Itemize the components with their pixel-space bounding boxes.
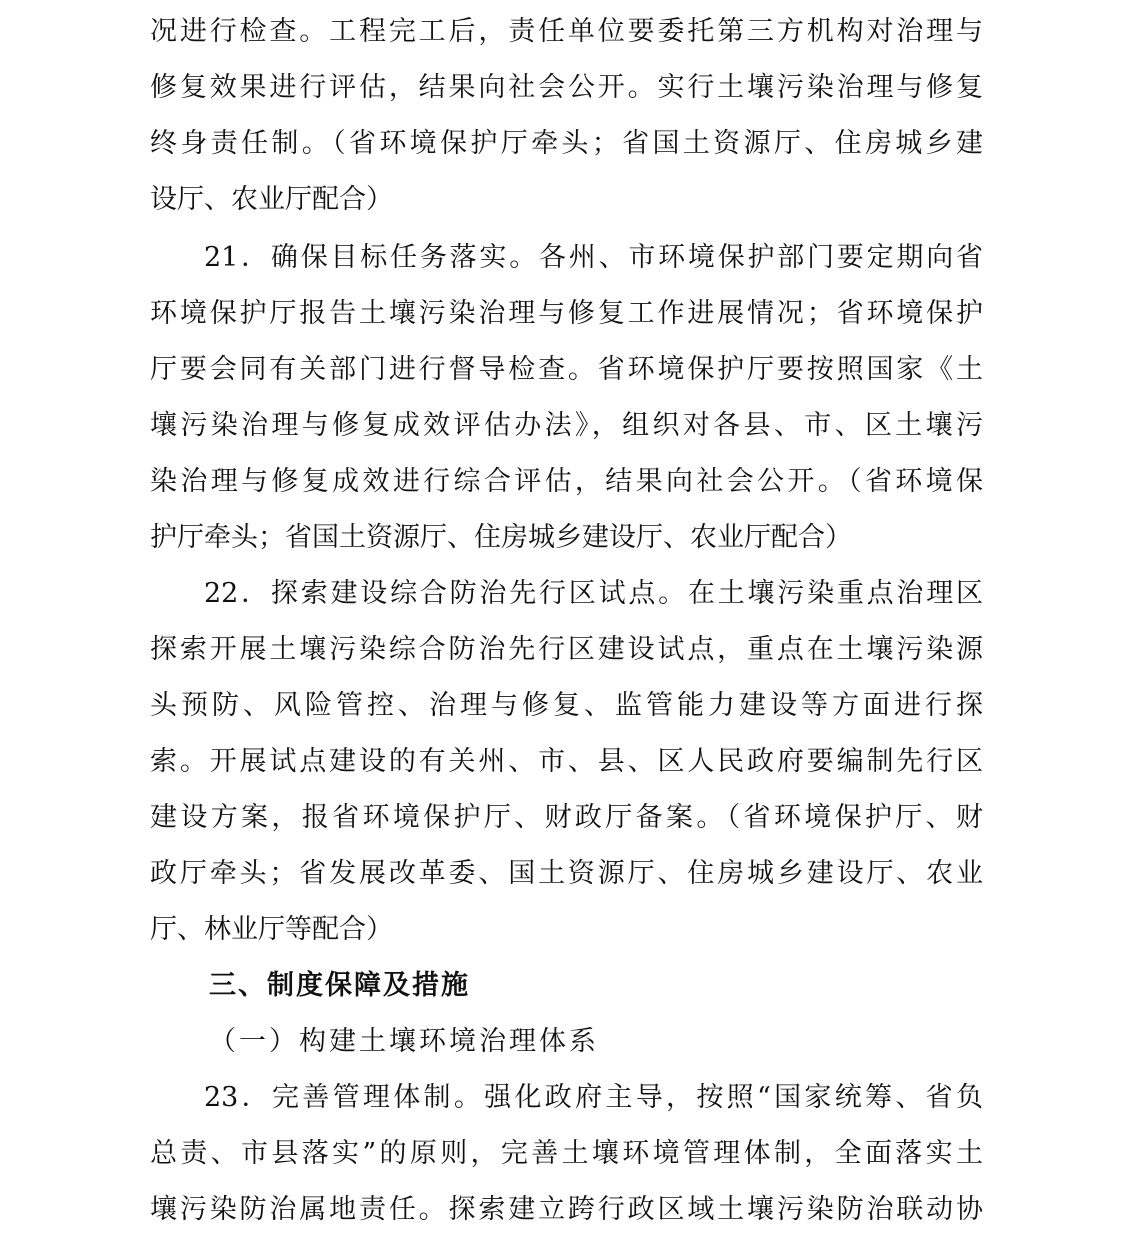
text-line: 环境保护厅报告土壤污染治理与修复工作进展情况；省环境保护 <box>150 298 983 329</box>
text-line: 壤污染治理与修复成效评估办法》，组织对各县、市、区土壤污 <box>150 410 983 441</box>
text-line: 护厅牵头；省国土资源厅、住房城乡建设厅、农业厅配合） <box>150 522 852 553</box>
text-line: 染治理与修复成效进行综合评估，结果向社会公开。（省环境保 <box>150 466 983 497</box>
text-line: 壤污染防治属地责任。探索建立跨行政区域土壤污染防治联动协 <box>150 1194 983 1225</box>
text-line: 终身责任制。（省环境保护厅牵头；省国土资源厅、住房城乡建 <box>150 128 983 159</box>
text-line: 政厅牵头；省发展改革委、国土资源厅、住房城乡建设厅、农业 <box>150 858 983 889</box>
text-line: 况进行检查。工程完工后，责任单位要委托第三方机构对治理与 <box>150 16 983 47</box>
text-line: 厅、林业厅等配合） <box>150 914 393 945</box>
text-line: 厅要会同有关部门进行督导检查。省环境保护厅要按照国家《土 <box>150 354 983 385</box>
text-line: 21．确保目标任务落实。各州、市环境保护部门要定期向省 <box>204 242 983 273</box>
text-line: 23．完善管理体制。强化政府主导，按照“国家统筹、省负 <box>204 1082 983 1113</box>
subsection-heading: （一）构建土壤环境治理体系 <box>209 1026 599 1057</box>
text-line: 探索开展土壤污染综合防治先行区建设试点，重点在土壤污染源 <box>150 634 983 665</box>
text-line: 建设方案，报省环境保护厅、财政厅备案。（省环境保护厅、财 <box>150 802 983 833</box>
text-line: 设厅、农业厅配合） <box>150 184 393 215</box>
text-line: 修复效果进行评估，结果向社会公开。实行土壤污染治理与修复 <box>150 72 983 103</box>
text-line: 头预防、风险管控、治理与修复、监管能力建设等方面进行探 <box>150 690 983 721</box>
text-line: 总责、市县落实”的原则，完善土壤环境管理体制，全面落实土 <box>150 1138 983 1169</box>
text-line: 22．探索建设综合防治先行区试点。在土壤污染重点治理区 <box>204 578 983 609</box>
section-heading: 三、制度保障及措施 <box>209 970 470 1001</box>
text-line: 索。开展试点建设的有关州、市、县、区人民政府要编制先行区 <box>150 746 983 777</box>
